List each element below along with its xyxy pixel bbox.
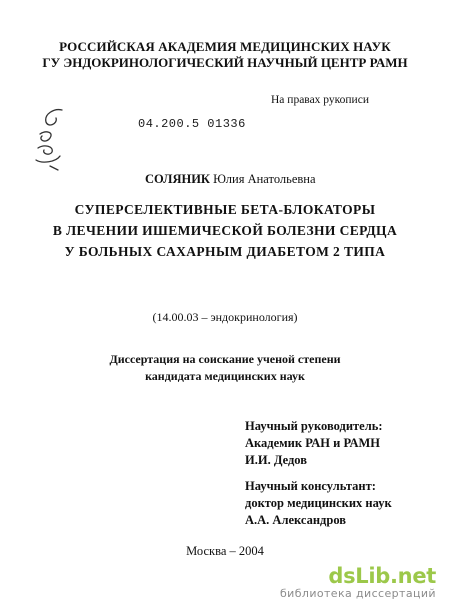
consultant-rank: доктор медицинских наук [245,496,392,510]
consultant-label: Научный консультант: [245,479,376,493]
title-line-3: У БОЛЬНЫХ САХАРНЫМ ДИАБЕТОМ 2 ТИПА [64,244,386,259]
archive-stamp-number: 04.200.5 01336 [138,117,246,131]
author-name [145,172,316,187]
organization-line-2: ГУ ЭНДОКРИНОЛОГИЧЕСКИЙ НАУЧНЫЙ ЦЕНТР РАМН [42,55,408,70]
supervisor-label: Научный руководитель: [245,419,383,433]
specialty-code: (14.00.03 – эндокринология) [152,310,298,324]
dslib-caption: библиотека диссертаций [279,587,436,600]
dissertation-line-1: Диссертация на соискание ученой степени [109,352,341,366]
organization-line-1: РОССИЙСКАЯ АКАДЕМИЯ МЕДИЦИНСКИХ НАУК [59,39,391,54]
handwritten-signature [32,104,70,174]
consultant-name: А.А. Александров [245,513,347,527]
title-line-1: СУПЕРСЕЛЕКТИВНЫЕ БЕТА-БЛОКАТОРЫ [74,202,376,217]
title-line-2: В ЛЕЧЕНИИ ИШЕМИЧЕСКОЙ БОЛЕЗНИ СЕРДЦА [52,223,398,238]
author-surname: СОЛЯНИК [145,172,210,186]
rights-note: На правах рукописи [271,94,369,106]
supervisor-name: И.И. Дедов [245,453,307,467]
dslib-watermark-link[interactable] [280,565,436,601]
dissertation-line-2: кандидата медицинских наук [145,369,305,383]
supervisor-rank: Академик РАН и РАМН [245,436,381,450]
author-given-names: Юлия Анатольевна [213,172,316,186]
city-year: Москва – 2004 [186,544,264,558]
dslib-logo: dsLib.net [328,564,436,588]
